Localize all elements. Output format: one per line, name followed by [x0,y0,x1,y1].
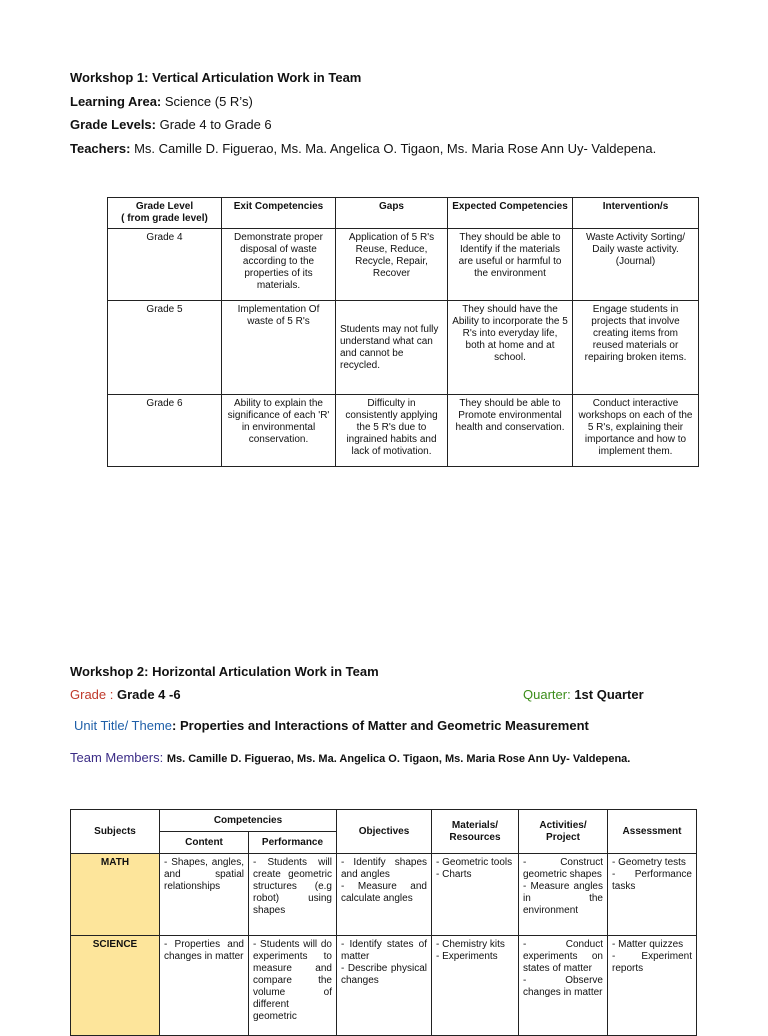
quarter-line [523,687,644,702]
cell-performance: - Students will create geometric structures (e.g robot) using shapes [249,854,337,936]
workshop1-title: Workshop 1: Vertical Articulation Work in Team [70,70,362,85]
team-value: Ms. Camille D. Figuerao, Ms. Ma. Angelica O. Tigaon, Ms. Maria Rose Ann Uy- Valdepena. [166,753,631,765]
cell-objectives: - Identify shapes and angles - Measure and calculate angles [337,854,432,936]
teachers-label: Teachers: [70,141,131,156]
horizontal-articulation-table [70,809,697,1036]
cell-assessment: - Geometry tests - Performance tasks [608,854,697,936]
header-expected-competencies: Expected Competencies [448,198,573,229]
cell-grade: Grade 4 [108,229,222,301]
unit-value: : Properties and Interactions of Matter and Geometric Measurement [172,718,589,733]
cell-materials: - Geometric tools - Charts [432,854,519,936]
header-gaps: Gaps [336,198,448,229]
teachers-value: Ms. Camille D. Figuerao, Ms. Ma. Angelica O. Tigaon, Ms. Maria Rose Ann Uy- Valdepena. [134,141,657,156]
cell-grade: Grade 5 [108,301,222,395]
learning-area-line [70,94,253,109]
grade-levels-line [70,117,272,132]
cell-subject: SCIENCE [71,936,160,1036]
cell-content: - Shapes, angles, and spatial relationships [160,854,249,936]
cell-intervention: Conduct interactive workshops on each of the 5 R's, explaining their importance and how to implement them. [573,395,699,467]
header-competencies: Competencies [160,810,337,832]
cell-intervention: Engage students in projects that involve creating items from reused materials or repairing broken items. [573,301,699,395]
cell-performance: - Students will do experiments to measure and compare the volume of different geometric [249,936,337,1036]
teachers-line [70,141,656,156]
table-header-row [108,198,699,229]
header-interventions: Intervention/s [573,198,699,229]
cell-subject: MATH [71,854,160,936]
cell-activities: - Conduct experiments on states of matter - Observe changes in matter [519,936,608,1036]
unit-label: Unit Title/ Theme [74,718,173,733]
table-row [108,301,699,395]
quarter-label: Quarter: [523,687,571,702]
header-activities: Activities/ Project [519,810,608,854]
cell-grade: Grade 6 [108,395,222,467]
cell-gaps: Students may not fully understand what can and cannot be recycled. [336,301,448,395]
table-row [71,936,697,1036]
cell-gaps: Application of 5 R's Reuse, Reduce, Recycle, Repair, Recover [336,229,448,301]
cell-expected: They should have the Ability to incorporate the 5 R's into everyday life, both at home and at school. [448,301,573,395]
header-objectives: Objectives [337,810,432,854]
header-materials: Materials/ Resources [432,810,519,854]
unit-line [74,718,589,733]
cell-content: - Properties and changes in matter [160,936,249,1036]
table-row [108,229,699,301]
cell-expected: They should be able to Identify if the materials are useful or harmful to the environment [448,229,573,301]
header-content: Content [160,832,249,854]
cell-activities: - Construct geometric shapes - Measure angles in the environment [519,854,608,936]
header-performance: Performance [249,832,337,854]
cell-materials: - Chemistry kits - Experiments [432,936,519,1036]
header-assessment: Assessment [608,810,697,854]
learning-area-value: Science (5 R’s) [164,94,253,109]
table-row [108,395,699,467]
grade-label: Grade : [70,687,114,702]
grade-levels-label: Grade Levels: [70,117,156,132]
cell-intervention: Waste Activity Sorting/ Daily waste activity. (Journal) [573,229,699,301]
header-grade-level: Grade Level ( from grade level) [108,198,222,229]
header-exit-competencies: Exit Competencies [222,198,336,229]
cell-objectives: - Identify states of matter - Describe physical changes [337,936,432,1036]
workshop2-title: Workshop 2: Horizontal Articulation Work in Team [70,664,379,679]
cell-exit: Implementation Of waste of 5 R's [222,301,336,395]
table-row [71,854,697,936]
team-label: Team Members: [70,750,164,765]
learning-area-label: Learning Area: [70,94,162,109]
grade-line [70,687,181,702]
header-subjects: Subjects [71,810,160,854]
cell-exit: Demonstrate proper disposal of waste according to the properties of its materials. [222,229,336,301]
cell-exit: Ability to explain the significance of each 'R' in environmental conservation. [222,395,336,467]
grade-levels-value: Grade 4 to Grade 6 [159,117,272,132]
cell-expected: They should be able to Promote environmental health and conservation. [448,395,573,467]
quarter-value: 1st Quarter [574,687,644,702]
team-line [70,750,630,765]
cell-gaps: Difficulty in consistently applying the 5 R's due to ingrained habits and lack of motivation. [336,395,448,467]
grade-value: Grade 4 -6 [116,687,181,702]
cell-assessment: - Matter quizzes - Experiment reports [608,936,697,1036]
table-header-row [71,810,697,832]
vertical-articulation-table [107,197,699,467]
